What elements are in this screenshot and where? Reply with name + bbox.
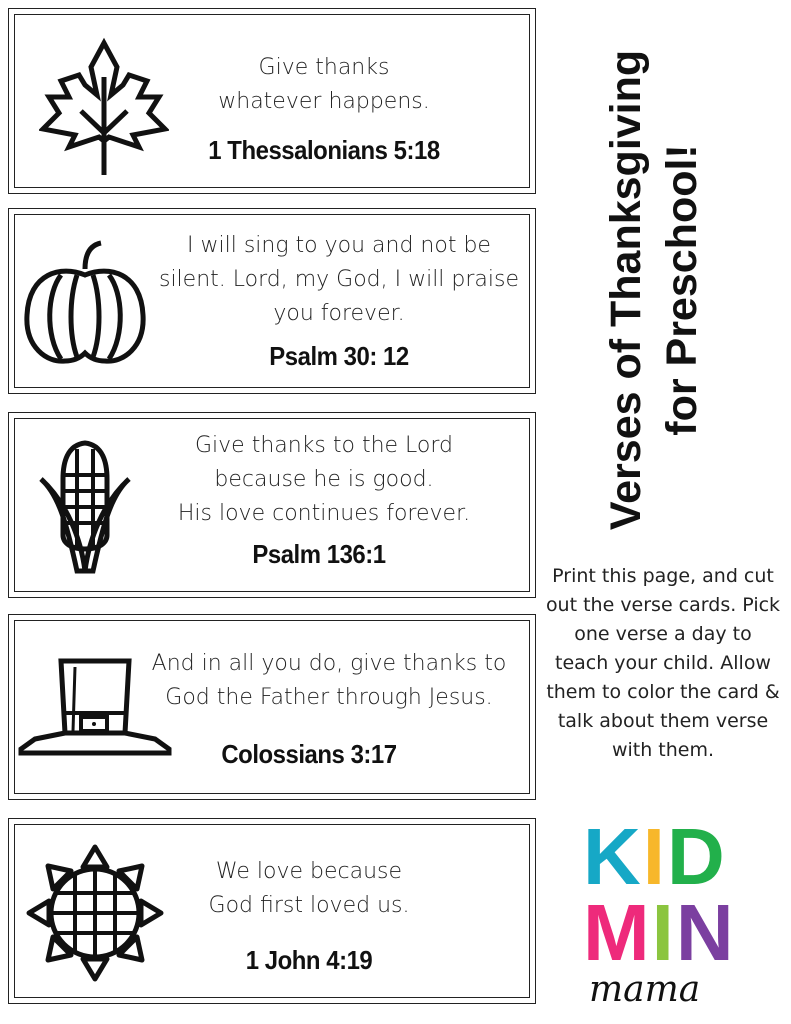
verse-card-4	[8, 614, 536, 800]
verse-reference: Psalm 136:1	[252, 539, 386, 569]
logo-letter: K	[583, 812, 643, 901]
verse-card-3	[8, 412, 536, 598]
verse-text: Give thanks whatever happens.	[218, 55, 430, 114]
verse-text: Give thanks to the Lord because he is good. His love continues forever.	[177, 433, 471, 526]
logo-letter: I	[651, 888, 676, 977]
page-title	[598, 40, 718, 540]
sunflower-icon	[25, 843, 165, 983]
verse-text: We love because God first loved us.	[208, 859, 410, 918]
verse-reference: Psalm 30: 12	[269, 341, 409, 371]
title-line-1: Verses of Thanksgiving	[602, 49, 650, 531]
verse-card-1	[8, 8, 536, 194]
verse-reference: Colossians 3:17	[221, 739, 397, 769]
logo-letter: N	[675, 888, 736, 977]
verse-reference: 1 Thessalonians 5:18	[208, 135, 440, 165]
instructions-text: Print this page, and cut out the verse cards. Pick one verse a day to teach your child. Allow them to color the card & talk about them verse with them.	[545, 565, 781, 761]
logo-letter: I	[642, 812, 668, 901]
logo-row-top	[583, 812, 753, 901]
verse-card-2	[8, 208, 536, 394]
verse-text: And in all you do, give thanks to God the Father through Jesus.	[151, 651, 507, 710]
logo-letter: D	[667, 812, 727, 901]
logo-script: mama	[589, 969, 701, 1010]
logo-letter: M	[583, 888, 652, 977]
maple-leaf-icon	[39, 37, 169, 177]
title-line-2: for Preschool!	[658, 144, 706, 436]
verse-reference: 1 John 4:19	[245, 945, 373, 975]
verse-text: I will sing to you and not be silent. Lord, my God, I will praise you forever.	[158, 233, 520, 326]
verse-card-5	[8, 818, 536, 1004]
pumpkin-icon	[21, 239, 149, 367]
logo-row-bottom	[583, 888, 753, 977]
kidmin-mama-logo	[583, 812, 753, 1010]
corn-icon	[37, 439, 133, 575]
